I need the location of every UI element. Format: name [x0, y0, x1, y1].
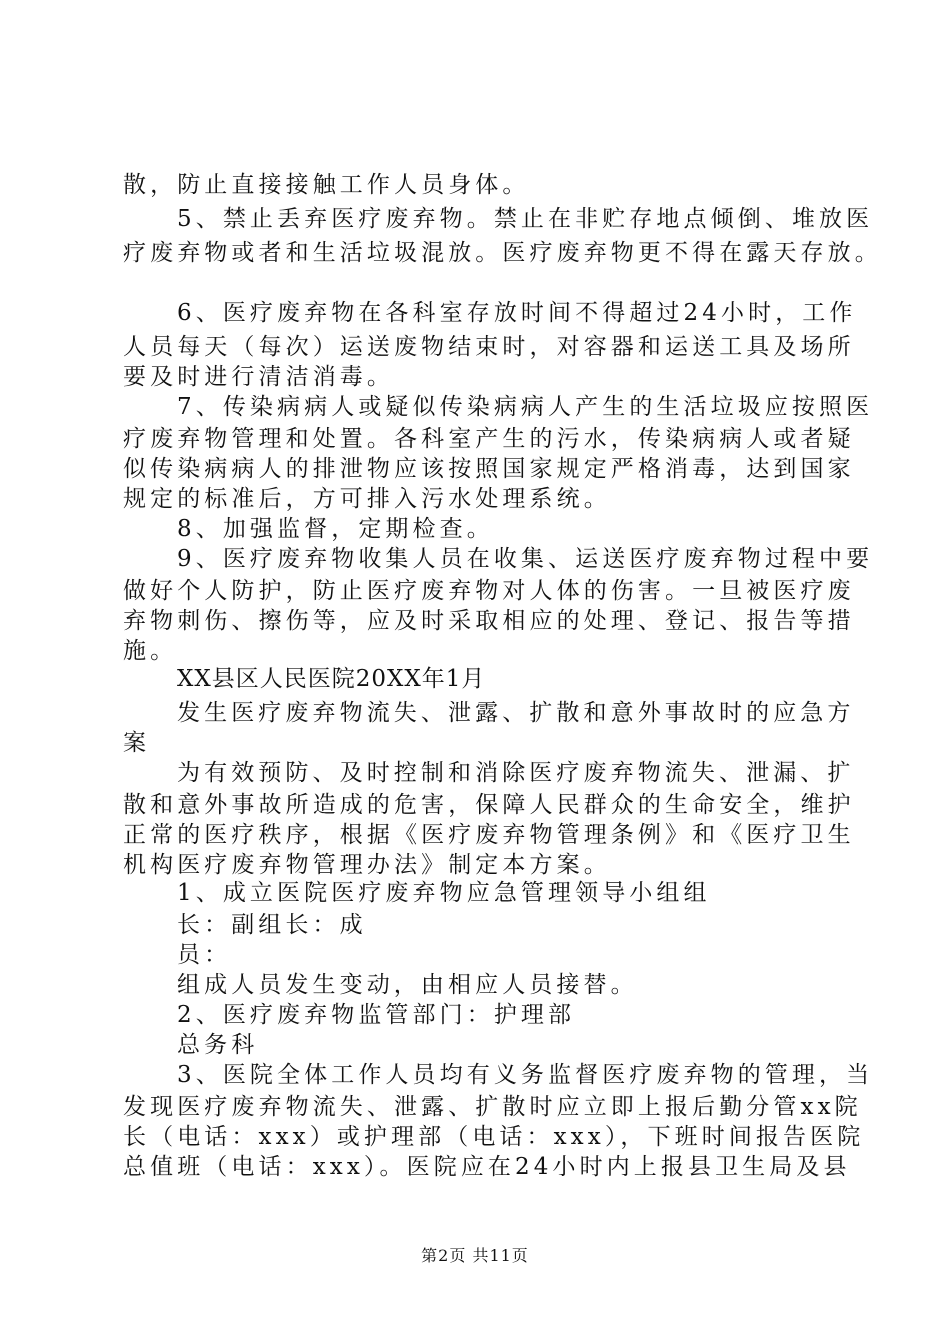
text-line: 规定的标准后，方可排入污水处理系统。 [123, 486, 611, 512]
text-line: 3、医院全体工作人员均有义务监督医疗废弃物的管理，当 [177, 1062, 874, 1088]
text-line: 似传染病病人的排泄物应该按照国家规定严格消毒，达到国家 [123, 456, 855, 482]
text-line: 案 [123, 730, 151, 756]
text-line: 员： [177, 942, 232, 968]
text-line: 散和意外事故所造成的危害，保障人民群众的生命安全，维护 [123, 792, 855, 818]
text-line: 正常的医疗秩序，根据《医疗废弃物管理条例》和《医疗卫生 [123, 822, 855, 848]
text-line: 做好个人防护，防止医疗废弃物对人体的伤害。一旦被医疗废 [123, 578, 855, 604]
text-line: 为有效预防、及时控制和消除医疗废弃物流失、泄漏、扩 [177, 760, 855, 786]
text-line: 施。 [123, 638, 178, 664]
text-line: 长（电话：xxx）或护理部（电话：xxx），下班时间报告医院 [123, 1124, 865, 1150]
text-line: 弃物刺伤、擦伤等，应及时采取相应的处理、登记、报告等措 [123, 608, 855, 634]
text-line: 总务科 [177, 1032, 259, 1058]
text-line: 2、医疗废弃物监管部门：护理部 [177, 1002, 576, 1028]
text-line: 发生医疗废弃物流失、泄露、扩散和意外事故时的应急方 [177, 700, 855, 726]
text-line: 要及时进行清洁消毒。 [123, 364, 394, 390]
text-line: 疗废弃物管理和处置。各科室产生的污水，传染病病人或者疑 [123, 426, 855, 452]
text-line: 8、加强监督，定期检查。 [177, 516, 494, 542]
text-line: 1、成立医院医疗废弃物应急管理领导小组组 [177, 880, 711, 906]
text-line: 机构医疗废弃物管理办法》制定本方案。 [123, 852, 611, 878]
text-line: 7、传染病病人或疑似传染病病人产生的生活垃圾应按照医 [177, 394, 874, 420]
text-line: 6、医疗废弃物在各科室存放时间不得超过24小时，工作 [177, 300, 857, 326]
text-line: 长：副组长：成 [177, 912, 367, 938]
text-line: 总值班（电话：xxx）。医院应在24小时内上报县卫生局及县 [123, 1154, 851, 1180]
page-number-footer: 第2页 共11页 [421, 1246, 529, 1265]
text-line: 5、禁止丢弃医疗废弃物。禁止在非贮存地点倾倒、堆放医 [177, 206, 874, 232]
text-line: 散，防止直接接触工作人员身体。 [123, 172, 530, 198]
text-line: 组成人员发生变动，由相应人员接替。 [177, 972, 638, 998]
text-line: XX县区人民医院20XX年1月 [177, 666, 486, 692]
text-line: 人员每天（每次）运送废物结束时，对容器和运送工具及场所 [123, 334, 855, 360]
text-line: 疗废弃物或者和生活垃圾混放。医疗废弃物更不得在露天存放。 [123, 240, 882, 266]
text-line: 发现医疗废弃物流失、泄露、扩散时应立即上报后勤分管xx院 [123, 1094, 862, 1120]
text-line: 9、医疗废弃物收集人员在收集、运送医疗废弃物过程中要 [177, 546, 874, 572]
